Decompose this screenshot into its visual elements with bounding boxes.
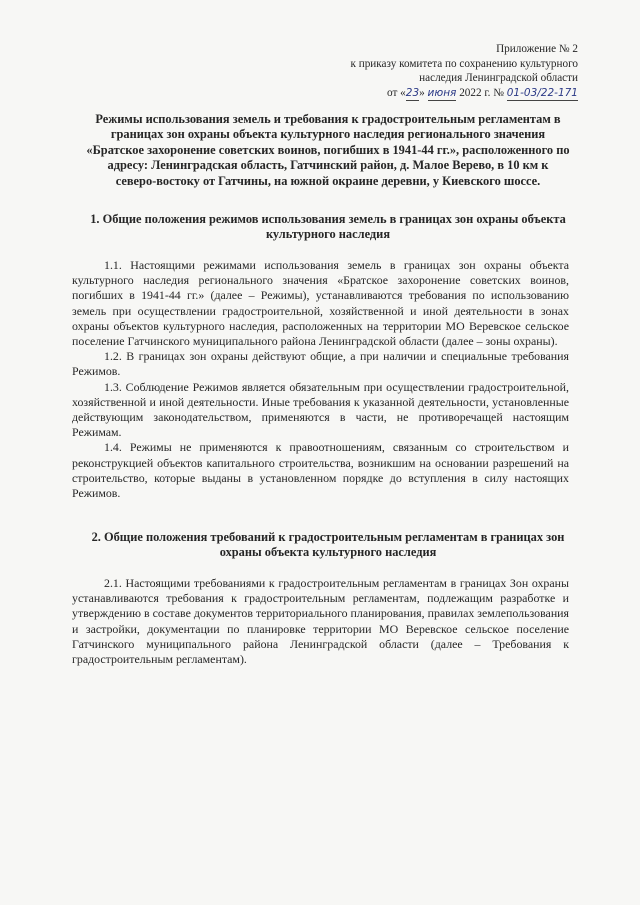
paragraph-1-1: 1.1. Настоящими режимами использования земель в границах зон охраны объекта культурного наследия регионального значения «Братское захоронение советских воинов, погибших в 1941-44 гг.» (далее – Режимы), устанавливаются требования по использованию земель при осуществлении градостроительной, хозяйственной и иной деятельности в зонах охраны объектов культурного наследия, расположенных на территории МО Веревское сельское поселение Гатчинского муниципального района Ленинградской области (далее – зоны охраны).	[72, 258, 569, 349]
paragraph-1-3: 1.3. Соблюдение Режимов является обязательным при осуществлении градостроительной, хозяйственной и иной деятельности. Иные требования к указанной деятельности, установленные действующим законодательством, применяются в части, не противоречащей настоящим Режимам.	[72, 379, 569, 440]
appendix-number: Приложение № 2	[496, 43, 578, 55]
paragraph-1-2: 1.2. В границах зон охраны действуют общие, а при наличии и специальные требования Режимов.	[72, 349, 569, 379]
date-mid: »	[419, 86, 428, 99]
date-day: 23	[406, 86, 419, 102]
appendix-committee: наследия Ленинградской области	[419, 72, 578, 84]
paragraph-2-1: 2.1. Настоящими требованиями к градостроительным регламентам в границах Зон охраны устанавливаются требования к градостроительным регламентам, подлежащим разработке и утверждению в составе документов территориального планирования, правилах землепользования и застройки, документации по планировке территории МО Веревское сельское поселение Гатчинского муниципального района Ленинградской области (далее – Требования к градостроительным регламентам).	[72, 576, 570, 667]
appendix-order-ref: к приказу комитета по сохранению культурного	[350, 57, 578, 70]
appendix-header	[278, 42, 578, 101]
order-number: 01-03/22-171	[507, 86, 578, 102]
section1-heading: 1. Общие положения режимов использования земель в границах зон охраны объекта культурного наследия	[90, 212, 566, 242]
date-prefix: от «	[387, 86, 406, 99]
section2-heading: 2. Общие положения требований к градостроительным регламентам в границах зон охраны объекта культурного наследия	[91, 530, 565, 560]
section1-body	[72, 258, 569, 501]
date-month: июня	[428, 86, 457, 102]
date-year: 2022 г. №	[456, 86, 507, 99]
paragraph-1-4: 1.4. Режимы не применяются к правоотношениям, связанным со строительством и реконструкцией объектов капитального строительства, возникшим на основании разрешений на строительство, которые выданы в установленном порядке до вступления в силу настоящих Режимов.	[72, 440, 569, 501]
document-title: Режимы использования земель и требования к градостроительным регламентам в границах зон охраны объекта культурного наследия регионального значения «Братское захоронение советских воинов, погибших в 1941-44 гг.», расположенного по адресу: Ленинградская область, Гатчинский район, д. Малое Верево, в 10 км к северо-востоку от Гатчины, на южной окраине деревни, у Киевского шоссе.	[86, 112, 570, 188]
appendix-date-line	[278, 86, 578, 102]
section2-body	[72, 576, 569, 667]
